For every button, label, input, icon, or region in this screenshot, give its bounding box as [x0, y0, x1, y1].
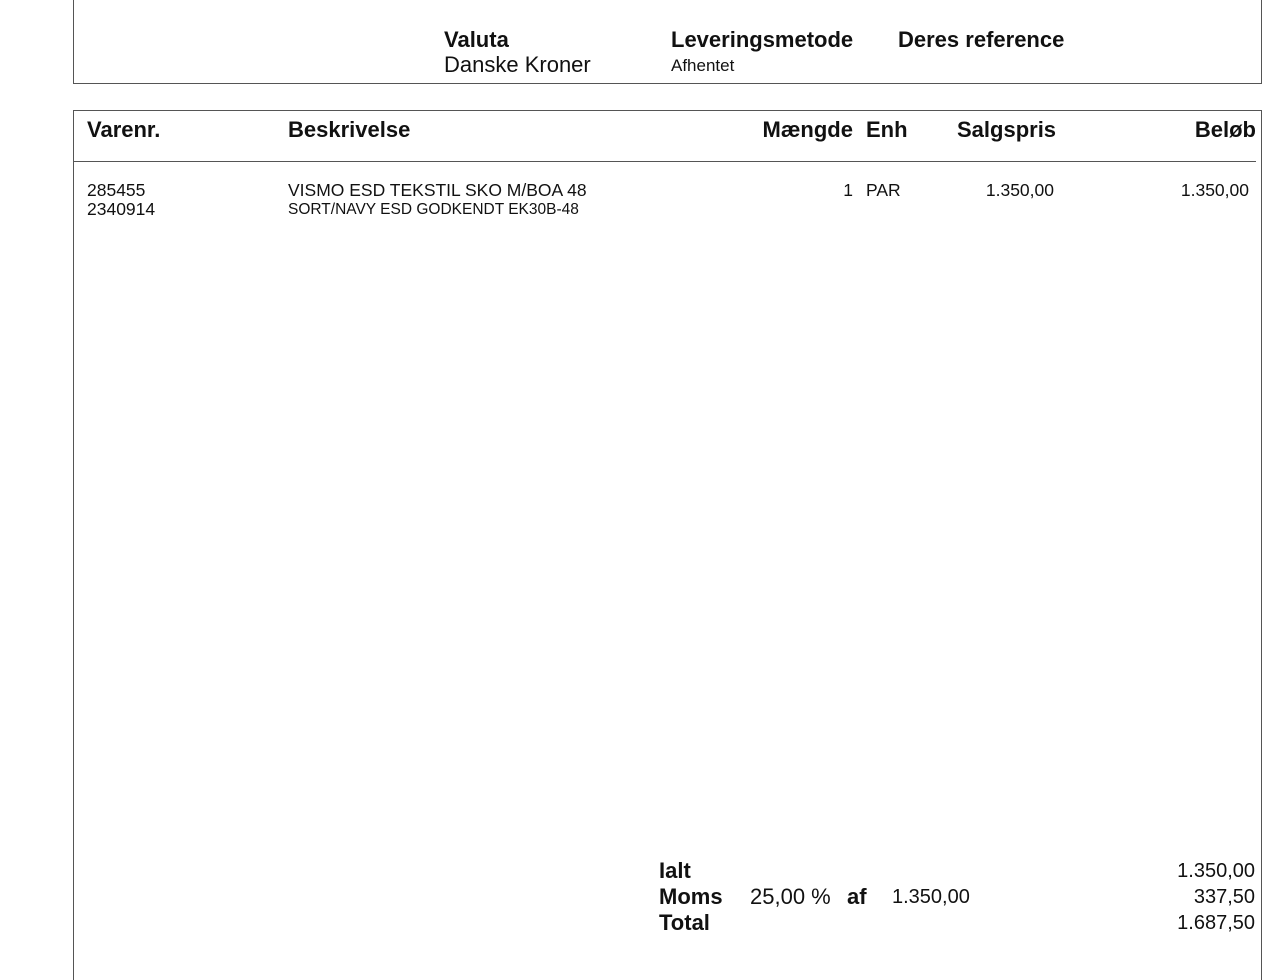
row-amount: 1.350,00	[1180, 180, 1249, 200]
delivery-method-value: Afhentet	[671, 56, 735, 75]
row-price: 1.350,00	[985, 180, 1054, 200]
column-header-description: Beskrivelse	[288, 117, 411, 142]
column-header-amount: Beløb	[1194, 117, 1256, 142]
delivery-method-label: Leveringsmetode	[671, 27, 854, 52]
total-label: Total	[659, 910, 710, 935]
row-description: VISMO ESD TEKSTIL SKO M/BOA 48	[288, 180, 587, 200]
column-header-price: Salgspris	[957, 117, 1057, 142]
header-divider	[74, 161, 1256, 162]
row-description-2: SORT/NAVY ESD GODKENDT EK30B-48	[288, 201, 579, 218]
column-header-item-no: Varenr.	[87, 117, 161, 142]
vat-of-label: af	[847, 884, 867, 909]
row-item-no: 285455	[87, 180, 146, 200]
row-unit: PAR	[866, 180, 901, 200]
row-item-no-2: 2340914	[87, 199, 156, 219]
vat-rate: 25,00 %	[750, 884, 831, 909]
row-quantity: 1	[843, 180, 853, 200]
line-items-box	[73, 110, 1262, 980]
vat-value: 337,50	[1193, 886, 1255, 908]
reference-label: Deres reference	[898, 27, 1065, 52]
total-value: 1.687,50	[1177, 912, 1255, 934]
vat-label: Moms	[659, 884, 723, 909]
vat-base: 1.350,00	[892, 886, 970, 908]
currency-value: Danske Kroner	[444, 52, 591, 77]
currency-label: Valuta	[444, 27, 509, 52]
invoice-info-box	[73, 0, 1262, 84]
subtotal-label: Ialt	[659, 858, 691, 883]
subtotal-value: 1.350,00	[1177, 860, 1255, 882]
column-header-quantity: Mængde	[762, 117, 853, 142]
column-header-unit: Enh	[866, 117, 908, 142]
